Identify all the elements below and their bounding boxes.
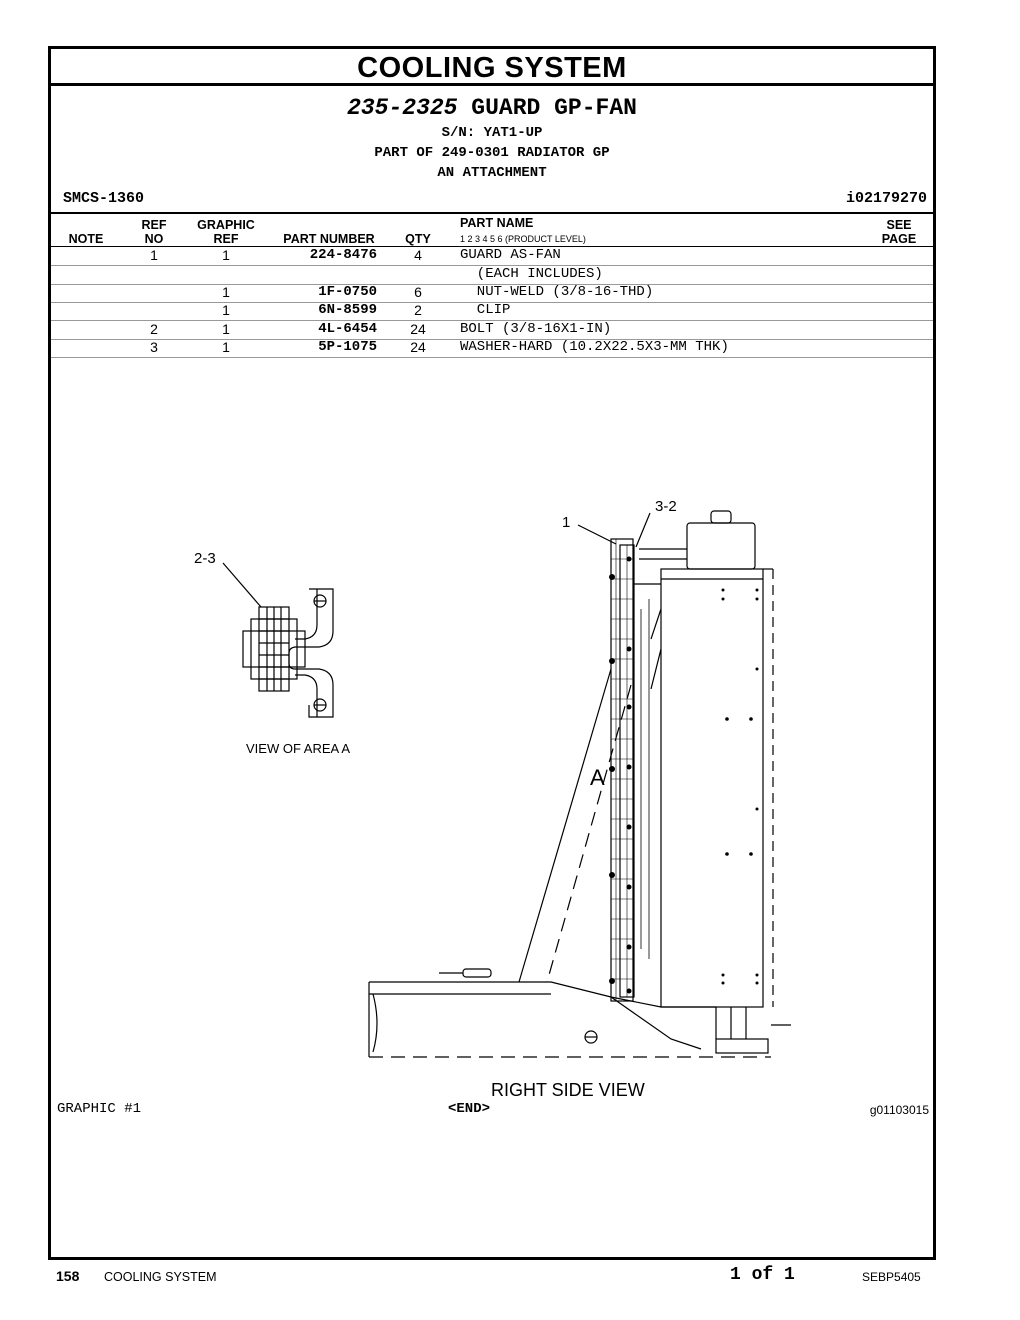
detail-view-area-a	[223, 563, 333, 717]
callout-2-3: 2-3	[194, 550, 216, 567]
row-part-name: CLIP	[460, 302, 511, 318]
group-part-name: GUARD GP-FAN	[471, 95, 637, 121]
row-qty: 24	[410, 321, 426, 337]
col-ref-line2: NO	[144, 232, 164, 246]
footer-section: COOLING SYSTEM	[104, 1270, 217, 1284]
end-marker: <END>	[448, 1101, 491, 1117]
col-qty: QTY	[405, 232, 431, 246]
row-part-name: (EACH INCLUDES)	[460, 266, 603, 282]
row-ref-no: 2	[150, 321, 158, 337]
col-graphic-line2: REF	[213, 232, 239, 246]
row-part-name: GUARD AS-FAN	[460, 247, 561, 263]
main-caption: RIGHT SIDE VIEW	[491, 1080, 645, 1100]
detail-caption: VIEW OF AREA A	[246, 741, 351, 756]
row-part-number: 5P-1075	[318, 339, 377, 355]
col-part-number: PART NUMBER	[283, 232, 375, 246]
row-part-number: 1F-0750	[318, 284, 377, 300]
row-graphic-ref: 1	[222, 321, 230, 337]
row-qty: 4	[414, 247, 422, 263]
col-part-name: PART NAME	[460, 216, 534, 230]
row-part-name: WASHER-HARD (10.2X22.5X3-MM THK)	[460, 339, 729, 355]
row-part-name: BOLT (3/8-16X1-IN)	[460, 321, 612, 337]
row-qty: 24	[410, 339, 426, 355]
callout-1: 1	[562, 514, 571, 531]
row-qty: 2	[414, 302, 422, 318]
part-of-line: PART OF 249-0301 RADIATOR GP	[374, 145, 610, 161]
col-graphic-line1: GRAPHIC	[197, 218, 255, 232]
row-graphic-ref: 1	[222, 247, 230, 263]
row-part-number: 6N-8599	[318, 302, 377, 318]
radiator-right-side-view	[369, 511, 791, 1057]
page-number: 158	[56, 1268, 80, 1284]
row-ref-no: 3	[150, 339, 158, 355]
graphic-label: GRAPHIC #1	[57, 1101, 142, 1117]
page-frame	[48, 46, 936, 1260]
row-part-name: NUT-WELD (3/8-16-THD)	[460, 284, 654, 300]
callout-3-2: 3-2	[655, 498, 677, 515]
graphic-id: g01103015	[869, 1103, 929, 1117]
smcs-code: SMCS-1360	[63, 190, 145, 207]
parts-illustration	[51, 49, 933, 1257]
group-part-number: 235-2325	[347, 95, 458, 121]
row-ref-no: 1	[150, 247, 158, 263]
col-note: NOTE	[68, 232, 104, 246]
col-ref-line1: REF	[141, 218, 167, 232]
callout-area-a: A	[590, 765, 605, 790]
row-graphic-ref: 1	[222, 302, 230, 318]
row-qty: 6	[414, 284, 422, 300]
row-part-number: 4L-6454	[318, 321, 377, 337]
row-part-number: 224-8476	[309, 247, 377, 263]
section-title: COOLING SYSTEM	[51, 49, 933, 86]
illustration-id: i02179270	[845, 190, 927, 207]
page-of: 1 of 1	[730, 1265, 795, 1285]
col-see-line2: PAGE	[881, 232, 917, 246]
col-see-line1: SEE	[886, 218, 912, 232]
row-graphic-ref: 1	[222, 284, 230, 300]
col-product-level: 1 2 3 4 5 6 (PRODUCT LEVEL)	[460, 234, 586, 244]
attachment-line: AN ATTACHMENT	[437, 165, 547, 181]
row-graphic-ref: 1	[222, 339, 230, 355]
doc-id: SEBP5405	[862, 1270, 921, 1284]
serial-range: S/N: YAT1-UP	[441, 125, 543, 141]
